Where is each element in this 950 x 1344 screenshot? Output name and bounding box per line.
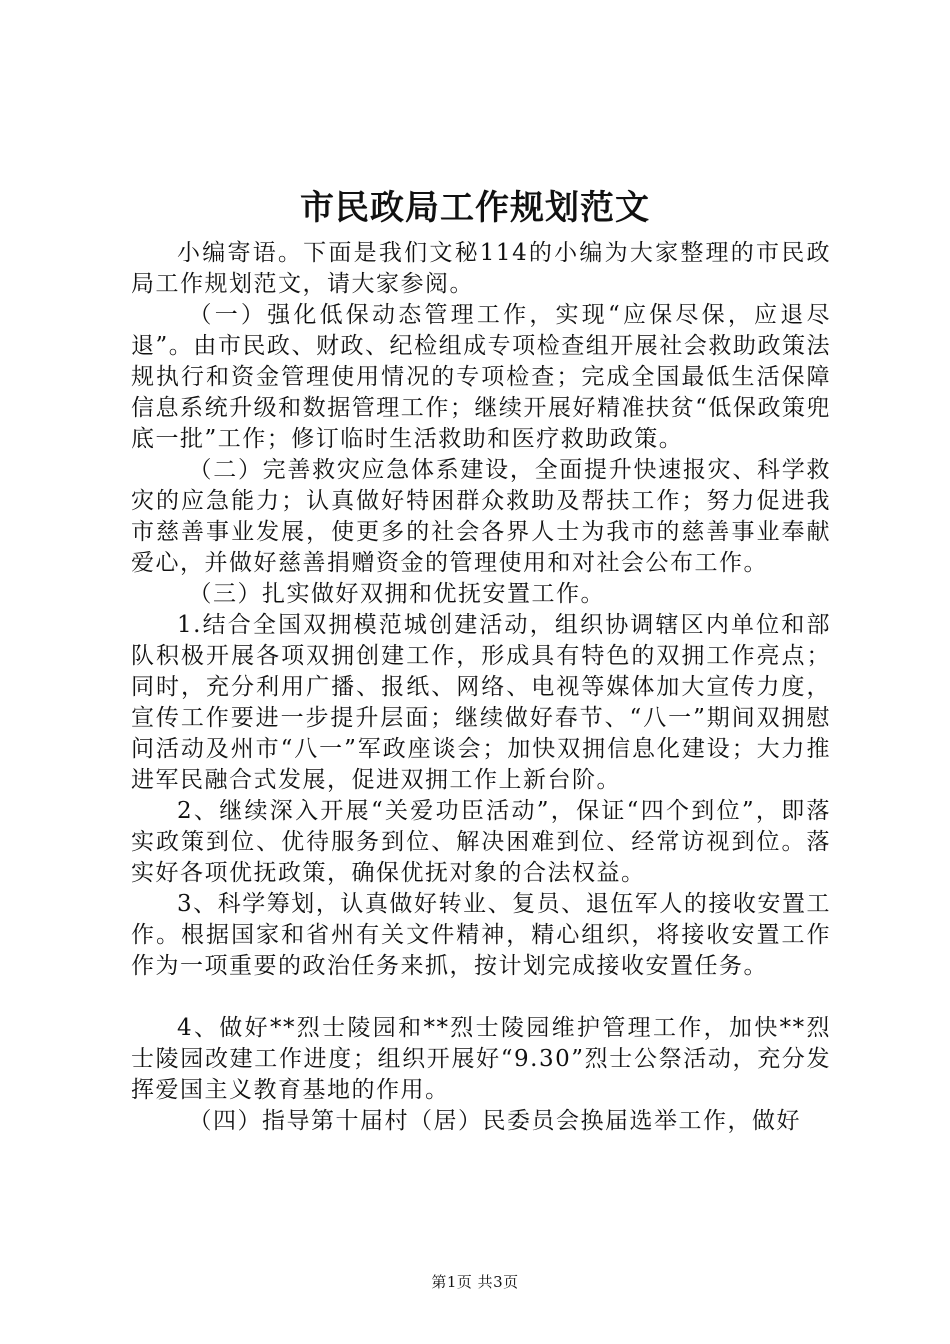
paragraph-section-1: （一）强化低保动态管理工作，实现“应保尽保，应退尽退”。由市民政、财政、纪检组成专项检查组开展社会救助政策法规执行和资金管理使用情况的专项检查；完成全国最低生活保障信息系统升级和数据管理工作；继续开展好精准扶贫“低保政策兜底一批”工作；修订临时生活救助和医疗救助政策。 — [131, 302, 831, 452]
paragraph-intro: 小编寄语。下面是我们文秘114的小编为大家整理的市民政局工作规划范文，请大家参阅。 — [131, 240, 831, 297]
paragraph-item-2: 2、继续深入开展“关爱功臣活动”，保证“四个到位”，即落实政策到位、优待服务到位、解决困难到位、经常访视到位。落实好各项优抚政策，确保优抚对象的合法权益。 — [131, 798, 831, 886]
page-title: 市民政局工作规划范文 — [300, 188, 650, 228]
document-body — [131, 238, 831, 1137]
paragraph-item-1: 1.结合全国双拥模范城创建活动，组织协调辖区内单位和部队积极开展各项双拥创建工作，形成具有特色的双拥工作亮点；同时，充分利用广播、报纸、网络、电视等媒体加大宣传力度，宣传工作要进一步提升层面；继续做好春节、“八一”期间双拥慰问活动及州市“八一”军政座谈会；加快双拥信息化建设；大力推进军民融合式发展，促进双拥工作上新台阶。 — [131, 612, 831, 793]
paragraph-item-4: 4、做好**烈士陵园和**烈士陵园维护管理工作，加快**烈士陵园改建工作进度；组织开展好“9.30”烈士公祭活动，充分发挥爱国主义教育基地的作用。 — [131, 1015, 831, 1103]
paragraph-item-3: 3、科学筹划，认真做好转业、复员、退伍军人的接收安置工作。根据国家和省州有关文件精神，精心组织，将接收安置工作作为一项重要的政治任务来抓，按计划完成接收安置任务。 — [131, 891, 831, 979]
page-number-footer: 第1页 共3页 — [431, 1273, 519, 1291]
paragraph-section-4: （四）指导第十届村（居）民委员会换届选举工作，做好 — [188, 1108, 801, 1134]
paragraph-section-3-heading: （三）扎实做好双拥和优抚安置工作。 — [188, 581, 605, 607]
paragraph-section-2: （二）完善救灾应急体系建设，全面提升快速报灾、科学救灾的应急能力；认真做好特困群众救助及帮扶工作；努力促进我市慈善事业发展，使更多的社会各界人士为我市的慈善事业奉献爱心，并做好慈善捐赠资金的管理使用和对社会公布工作。 — [131, 457, 831, 576]
blank-line — [131, 982, 831, 1013]
